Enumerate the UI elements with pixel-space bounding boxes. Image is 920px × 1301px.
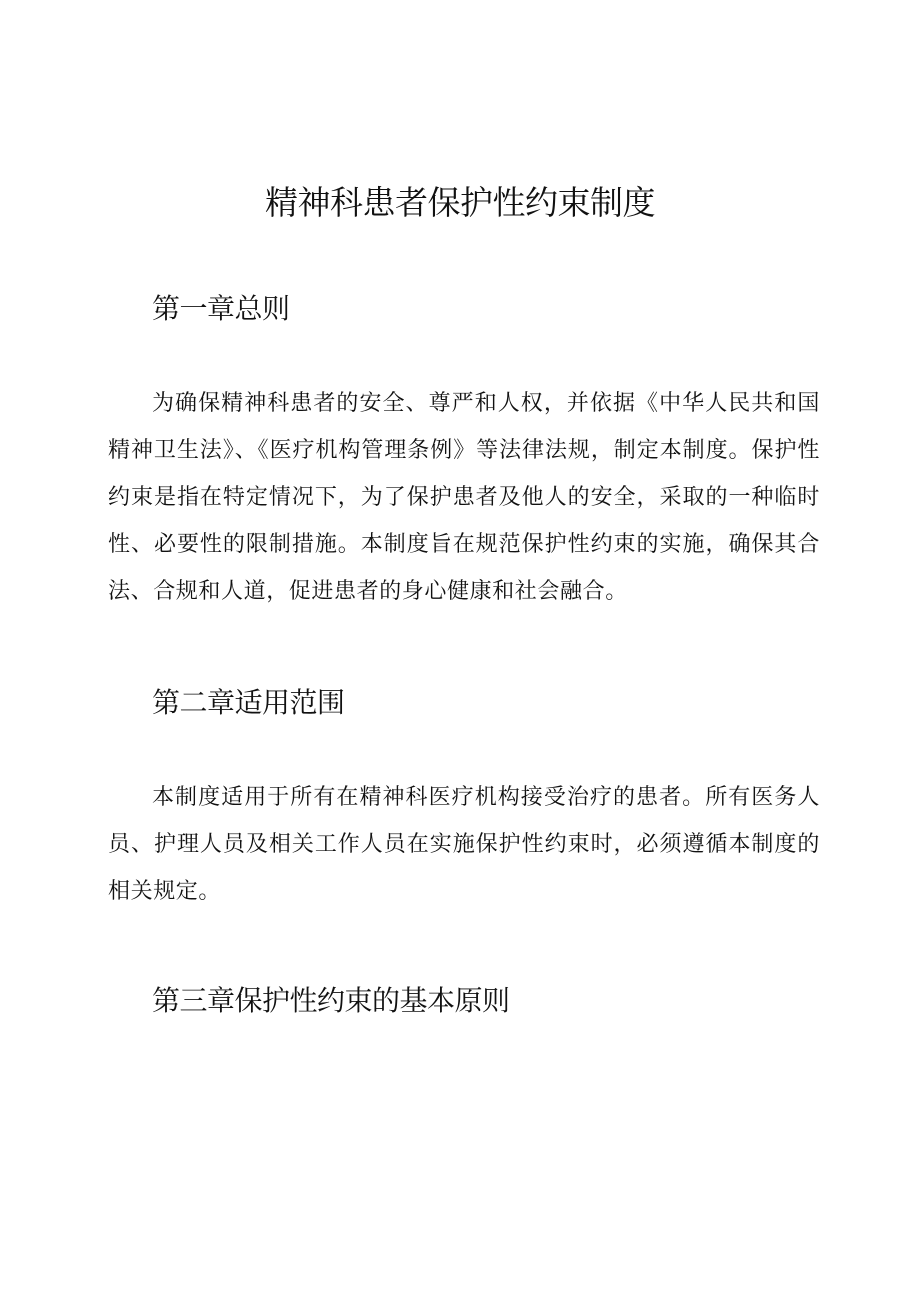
chapter-2-paragraph: 本制度适用于所有在精神科医疗机构接受治疗的患者。所有医务人员、护理人员及相关工作人员在实施保护性约束时，必须遵循本制度的相关规定。 [108,785,820,904]
document-title: 精神科患者保护性约束制度 [265,183,655,222]
chapter-1-heading: 第一章总则 [152,292,290,325]
chapter-1-paragraph: 为确保精神科患者的安全、尊严和人权，并依据《中华人民共和国精神卫生法》、《医疗机构管理条例》等法律法规，制定本制度。保护性约束是指在特定情况下，为了保护患者及他人的安全，采取的一种临时性、必要性的限制措施。本制度旨在规范保护性约束的实施，确保其合法、合规和人道，促进患者的身心健康和社会融合。 [108,391,820,604]
chapter-3-heading: 第三章保护性约束的基本原则 [152,984,510,1017]
chapter-2-heading: 第二章适用范围 [152,686,345,719]
